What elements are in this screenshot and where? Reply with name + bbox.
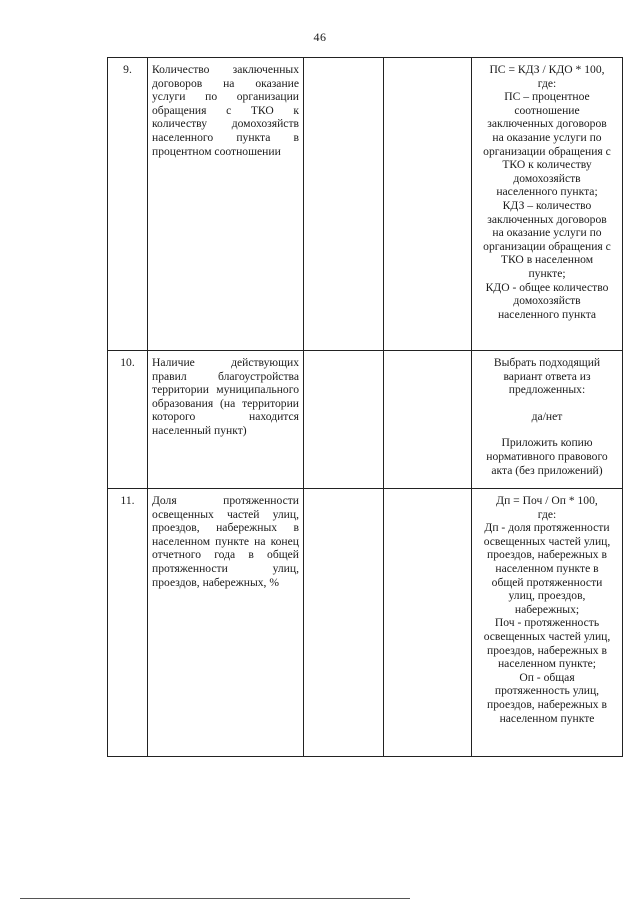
calculation-line: пункте;	[528, 266, 566, 280]
calculation-line: освещенных частей улиц,	[483, 629, 611, 643]
empty-cell	[304, 351, 384, 489]
empty-cell	[384, 58, 472, 351]
calculation-line: ПС – процентное	[504, 90, 590, 104]
row-number: 9.	[108, 58, 148, 351]
calculation-line: где:	[537, 507, 557, 521]
calculation-line: ТКО в населенном	[500, 253, 594, 267]
empty-cell	[384, 489, 472, 757]
calculation-line: ПС = КДЗ / КДО * 100,	[489, 63, 605, 76]
calculation-line: на оказание услуги по	[492, 226, 602, 240]
indicator-name: Доля протяженности освещенных частей улиц, проездов, набережных в населенном пункте на конец отчетного года в общей протяженности улиц, проездов, набережных, %	[148, 489, 304, 757]
calculation-line: заключенных договоров	[487, 117, 607, 131]
indicator-name: Количество заключенных договоров на оказание услуги по организации обращения с ТКО к количеству домохозяйств населенного пункта в процентном соотношении	[148, 58, 304, 351]
calculation-line: проездов, набережных в	[487, 643, 607, 657]
calculation-line: организации обращения с	[483, 144, 611, 158]
calculation-line: домохозяйств	[513, 294, 581, 308]
calculation-line: проездов, набережных в	[487, 548, 607, 562]
calculation-line: нормативного правового	[486, 449, 608, 463]
calculation-line: протяженность улиц,	[494, 684, 600, 698]
table-row	[108, 58, 623, 351]
calculation-line	[476, 423, 618, 436]
calculation-line: да/нет	[531, 409, 563, 423]
calculation-line: на оказание услуги по	[492, 130, 602, 144]
calculation-line: населенном пункте в	[495, 561, 599, 575]
calculation-line: Оп - общая	[519, 670, 575, 684]
calculation-line: населенного пункта	[497, 307, 597, 321]
calculation-line: проездов, набережных в	[487, 697, 607, 711]
calculation-line: где:	[537, 76, 557, 90]
calculation-line: соотношение	[514, 103, 580, 117]
calculation-line: улиц, проездов,	[508, 589, 586, 603]
calculation-line	[476, 397, 618, 410]
empty-cell	[384, 351, 472, 489]
row-number: 11.	[108, 489, 148, 757]
calculation-line: вариант ответа из	[503, 369, 591, 383]
page-number: 46	[313, 30, 327, 44]
calculation-line: населенном пункте;	[497, 657, 597, 671]
calculation-line: КДЗ – количество	[502, 198, 592, 212]
calculation-line: домохозяйств	[513, 171, 581, 185]
calculation-line: населенном пункте	[499, 711, 595, 725]
table-row	[108, 489, 623, 757]
empty-cell	[304, 489, 384, 757]
row-number: 10.	[108, 351, 148, 489]
calculation-line: Поч - протяженность	[494, 616, 600, 630]
indicator-name: Наличие действующих правил благоустройства территории муниципального образования (на территории которого находится населенный пункт)	[148, 351, 304, 489]
calculation-line: организации обращения с	[483, 239, 611, 253]
calculation-line: Дп - доля протяженности	[484, 521, 610, 535]
calculation-line: Приложить копию	[501, 436, 593, 450]
calculation-method	[472, 58, 623, 351]
calculation-line: предложенных:	[508, 383, 586, 397]
indicators-table	[107, 57, 623, 757]
calculation-line: населенного пункта;	[496, 185, 598, 199]
calculation-line: освещенных частей улиц,	[483, 534, 611, 548]
empty-cell	[304, 58, 384, 351]
calculation-line: акта (без приложений)	[491, 463, 603, 477]
calculation-method	[472, 351, 623, 489]
calculation-line: Дп = Поч / Оп * 100,	[496, 494, 598, 507]
calculation-line: общей протяженности	[491, 575, 603, 589]
calculation-line: ТКО к количеству	[502, 158, 592, 172]
calculation-line: КДО - общее количество	[485, 280, 609, 294]
table-row	[108, 351, 623, 489]
calculation-line: набережных;	[514, 602, 580, 616]
footer-rule	[20, 898, 410, 899]
calculation-line: заключенных договоров	[487, 212, 607, 226]
calculation-line: Выбрать подходящий	[493, 356, 601, 369]
calculation-method	[472, 489, 623, 757]
